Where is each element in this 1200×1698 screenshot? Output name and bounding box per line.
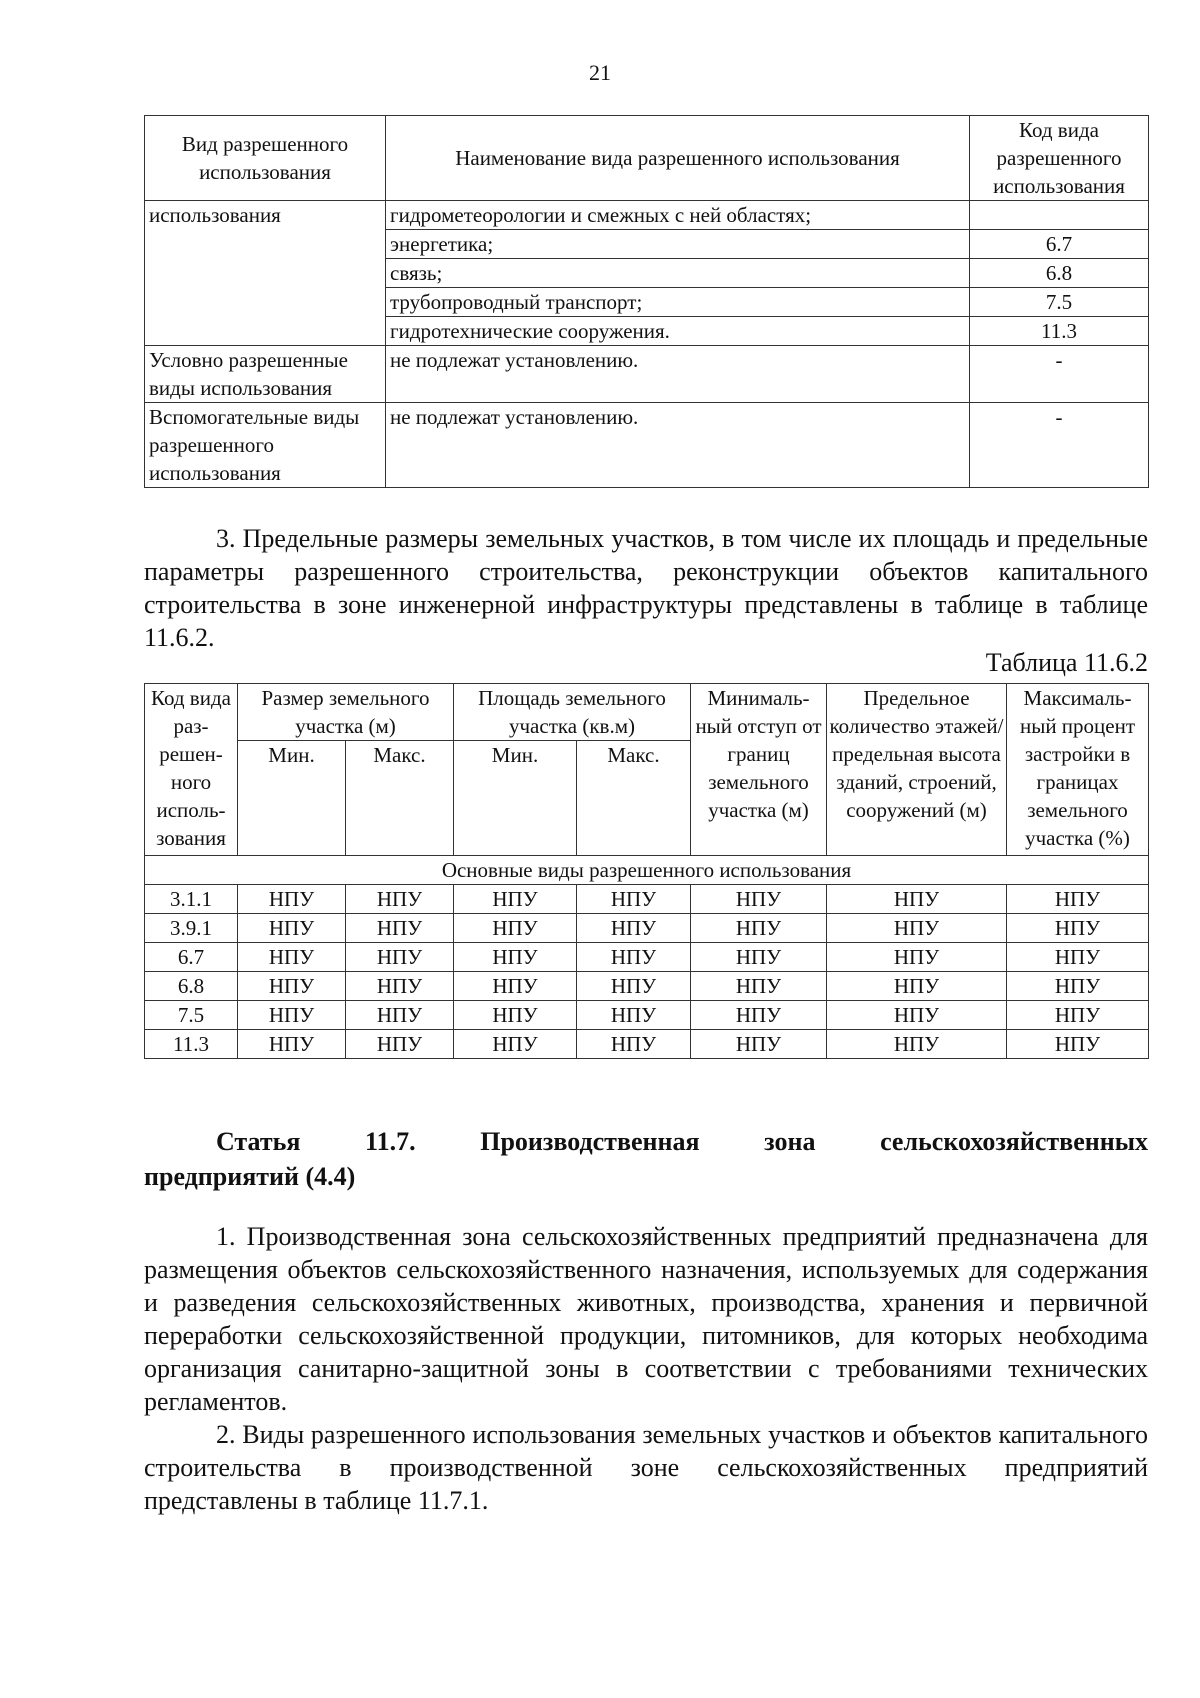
- table-row: [145, 1030, 1149, 1059]
- table-row: [145, 885, 1149, 914]
- header-use-code: Код вида разрешенного использования: [970, 116, 1149, 201]
- cell-area-max: НПУ: [577, 1030, 691, 1059]
- cell-coverage: НПУ: [1007, 1001, 1149, 1030]
- header-plot-size: Размер земельного участка (м): [238, 684, 454, 741]
- use-name: не подлежат установлению.: [386, 346, 970, 403]
- cell-coverage: НПУ: [1007, 885, 1149, 914]
- cell-size-min: НПУ: [238, 1001, 346, 1030]
- cell-size-max: НПУ: [346, 914, 454, 943]
- table-row: [145, 346, 1149, 403]
- cell-area-min: НПУ: [454, 914, 577, 943]
- cell-area-max: НПУ: [577, 972, 691, 1001]
- cell-floors: НПУ: [827, 943, 1007, 972]
- limit-parameters-table: [144, 683, 1149, 1059]
- row-code: 3.1.1: [145, 885, 238, 914]
- cell-size-max: НПУ: [346, 885, 454, 914]
- cell-coverage: НПУ: [1007, 943, 1149, 972]
- cell-area-min: НПУ: [454, 1030, 577, 1059]
- header-setback: Минималь-ный отступ от границ земельного участка (м): [691, 684, 827, 856]
- row-code: 6.8: [145, 972, 238, 1001]
- use-name: гидрометеорологии и смежных с ней областях;: [386, 201, 970, 230]
- paragraph-3: 3. Предельные размеры земельных участков, в том числе их площадь и предельные параметры разрешенного строительства, реконструкции объектов капитального строительства в зоне инженерной инфраструктуры представлены в таблице в таблице 11.6.2.: [144, 524, 1148, 652]
- cell-size-min: НПУ: [238, 943, 346, 972]
- header-size-max: Макс.: [346, 741, 454, 856]
- page-number: 21: [589, 60, 611, 85]
- cell-floors: НПУ: [827, 1030, 1007, 1059]
- use-code: -: [970, 403, 1149, 488]
- table-row: [145, 1001, 1149, 1030]
- cell-coverage: НПУ: [1007, 914, 1149, 943]
- article-paragraph-1: 1. Производственная зона сельскохозяйственных предприятий предназначена для размещения объектов сельскохозяйственного назначения, используемых для содержания и разведения сельскохозяйственных животных, производства, хранения и первичной переработки сельскохозяйственной продукции, питомников, для которых необходима организация санитарно-защитной зоны в соответствии с требованиями технических регламентов.: [144, 1222, 1148, 1416]
- cell-setback: НПУ: [691, 943, 827, 972]
- article-heading-line1: Статья 11.7. Производственная зона сельскохозяйственных: [216, 1127, 1148, 1156]
- cell-size-max: НПУ: [346, 1030, 454, 1059]
- header-use-name: Наименование вида разрешенного использования: [386, 116, 970, 201]
- table-row: [145, 943, 1149, 972]
- table-row: [145, 972, 1149, 1001]
- permitted-use-table: [144, 115, 1149, 488]
- cell-size-min: НПУ: [238, 1030, 346, 1059]
- main-use-label: использования: [145, 201, 386, 346]
- cell-area-min: НПУ: [454, 943, 577, 972]
- limit-header-row: [145, 684, 1149, 741]
- header-size-min: Мин.: [238, 741, 346, 856]
- cell-area-max: НПУ: [577, 914, 691, 943]
- row-code: 7.5: [145, 1001, 238, 1030]
- cell-coverage: НПУ: [1007, 972, 1149, 1001]
- table-row: [145, 201, 1149, 230]
- permitted-use-header-row: [145, 116, 1149, 201]
- cell-area-min: НПУ: [454, 972, 577, 1001]
- use-name: трубопроводный транспорт;: [386, 288, 970, 317]
- use-code: 11.3: [970, 317, 1149, 346]
- header-code: Код вида раз-решен-ного исполь-зования: [145, 684, 238, 856]
- use-code: -: [970, 346, 1149, 403]
- cell-floors: НПУ: [827, 885, 1007, 914]
- cell-size-min: НПУ: [238, 972, 346, 1001]
- use-code: 6.7: [970, 230, 1149, 259]
- header-area-max: Макс.: [577, 741, 691, 856]
- row-code: 3.9.1: [145, 914, 238, 943]
- cell-area-max: НПУ: [577, 943, 691, 972]
- cell-size-max: НПУ: [346, 1001, 454, 1030]
- use-code: [970, 201, 1149, 230]
- cell-setback: НПУ: [691, 885, 827, 914]
- article-paragraph-2: 2. Виды разрешенного использования земельных участков и объектов капитального строительства в производственной зоне сельскохозяйственных предприятий представлены в таблице 11.7.1.: [144, 1420, 1148, 1515]
- section-row: [145, 856, 1149, 885]
- auxiliary-use-label: Вспомогательные виды разрешенного использования: [145, 403, 386, 488]
- use-name: энергетика;: [386, 230, 970, 259]
- use-name: не подлежат установлению.: [386, 403, 970, 488]
- cell-floors: НПУ: [827, 1001, 1007, 1030]
- header-coverage: Максималь-ный процент застройки в границах земельного участка (%): [1007, 684, 1149, 856]
- header-use-type: Вид разрешенного использования: [145, 116, 386, 201]
- header-floors: Предельное количество этажей/ предельная высота зданий, строений, сооружений (м): [827, 684, 1007, 856]
- cell-area-max: НПУ: [577, 1001, 691, 1030]
- cell-size-max: НПУ: [346, 943, 454, 972]
- cell-floors: НПУ: [827, 914, 1007, 943]
- header-plot-area: Площадь земельного участка (кв.м): [454, 684, 691, 741]
- cell-setback: НПУ: [691, 972, 827, 1001]
- conditional-use-label: Условно разрешенные виды использования: [145, 346, 386, 403]
- cell-size-min: НПУ: [238, 914, 346, 943]
- use-name: связь;: [386, 259, 970, 288]
- cell-area-min: НПУ: [454, 1001, 577, 1030]
- section-label: Основные виды разрешенного использования: [145, 856, 1149, 885]
- cell-floors: НПУ: [827, 972, 1007, 1001]
- use-name: гидротехнические сооружения.: [386, 317, 970, 346]
- header-area-min: Мин.: [454, 741, 577, 856]
- cell-area-max: НПУ: [577, 885, 691, 914]
- use-code: 7.5: [970, 288, 1149, 317]
- row-code: 11.3: [145, 1030, 238, 1059]
- cell-size-max: НПУ: [346, 972, 454, 1001]
- cell-setback: НПУ: [691, 1001, 827, 1030]
- table-row: [145, 403, 1149, 488]
- use-code: 6.8: [970, 259, 1149, 288]
- row-code: 6.7: [145, 943, 238, 972]
- table-caption: Таблица 11.6.2: [985, 648, 1148, 677]
- cell-setback: НПУ: [691, 1030, 827, 1059]
- table-row: [145, 914, 1149, 943]
- article-heading-line2: предприятий (4.4): [144, 1162, 356, 1191]
- cell-setback: НПУ: [691, 914, 827, 943]
- cell-coverage: НПУ: [1007, 1030, 1149, 1059]
- cell-size-min: НПУ: [238, 885, 346, 914]
- cell-area-min: НПУ: [454, 885, 577, 914]
